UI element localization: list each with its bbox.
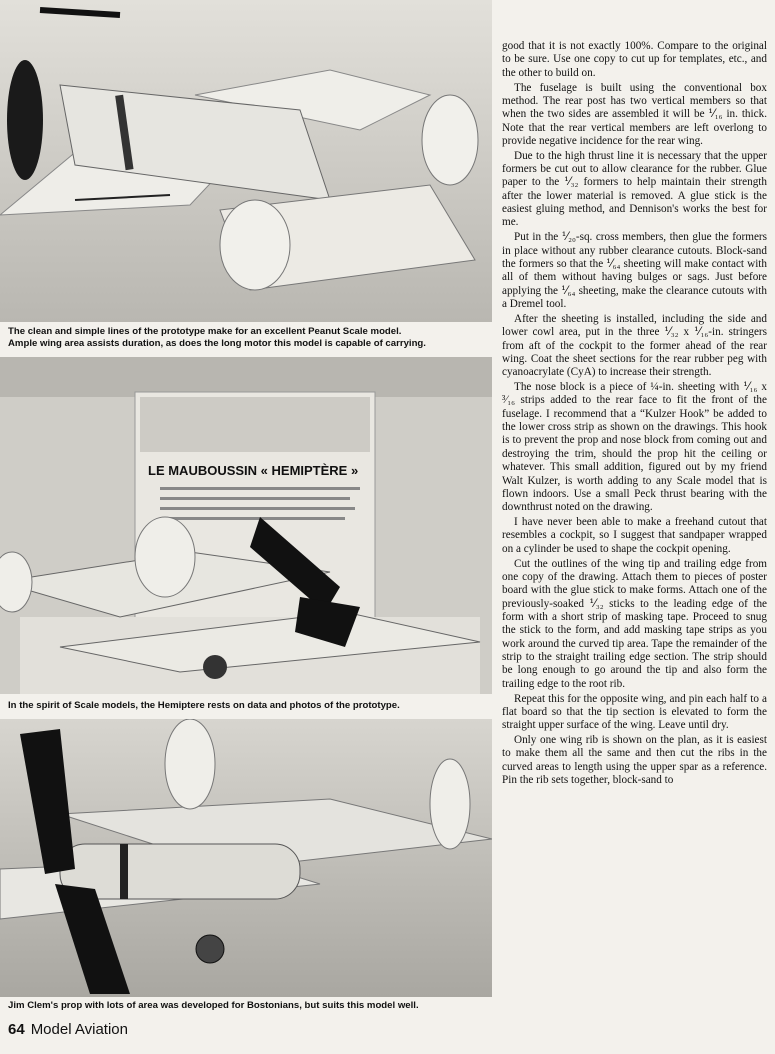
article-paragraph: After the sheeting is installed, including the side and lower cowl area, put in the three ⅟₃₂ x ⅟₁₆-in. stringers from aft of the cockpit to the former ahead of the rear wing. Coat the sheet sections for the rear rubber peg with cyanoacrylate (CyA) to increase their strength.: [502, 312, 767, 379]
photo-model-on-documents: [0, 357, 492, 694]
photo-model-with-prop: [0, 719, 492, 997]
article-paragraph: I have never been able to make a freehand cutout that resembles a cockpit, so I suggest that sandpaper wrapped on a cylinder be used to shape the cockpit opening.: [502, 516, 767, 555]
article-paragraph: Repeat this for the opposite wing, and pin each half to a flat board so that the tip section is elevated to form the straight upper surface of the wing. Leave until dry.: [502, 692, 767, 732]
article-paragraph: Put in the ⅟₂₀-sq. cross members, then glue the formers in place without any rubber clearance cutouts. Block-sand the formers so that the ⅟₆₄ sheeting will make contact with all of them without having bulges or sags. Just before applying the ⅟₆₄ sheeting, make the clearance cutouts with a Dremel tool.: [502, 231, 767, 311]
caption-photo-1: The clean and simple lines of the prototype make for an excellent Peanut Scale model. Ample wing area assists duration, as does the long motor this model is capable of carrying.: [8, 326, 426, 350]
magazine-name: Model Aviation: [30, 1021, 128, 1038]
article-paragraph: The fuselage is built using the conventional box method. The rear post has two vertical members so that when the two sides are assembled it will be ⅟₁₆ in. thick. Note that the rear vertical members are left overlong to provide negative incidence for the rear wing.: [502, 81, 767, 147]
article-paragraph: good that it is not exactly 100%. Compare to the original to be sure. Use one copy to cut up for templates, etc., and the other to build on.: [502, 40, 767, 79]
caption-photo-3: Jim Clem's prop with lots of area was developed for Bostonians, but suits this model well.: [8, 1000, 419, 1011]
article-paragraph: The nose block is a piece of ¼-in. sheeting with ⅟₁₆ x ³⁄₁₆ strips added to the rear face to fit the front of the fuselage. I recommend that a “Kulzer Hook” be added to the lower cross strip as shown on the drawings. This hook is to prevent the prop and nose block from coming out and destroying the trim, should the prop hit the ceiling or whatever. This small addition, figured out by my friend Walt Kulzer, is worth adding to any Scale model that is flown indoors. Use a small Peck thrust bearing with the downthrust noted on the drawing.: [502, 381, 767, 514]
page-footer: [8, 1021, 128, 1038]
article-text-column: [502, 40, 767, 789]
article-paragraph: Due to the high thrust line it is necessary that the upper formers be cut out to allow clearance for the rubber. Glue paper to the ⅟₃₂ formers to help maintain their strength after the lower material is removed. A glue stick is the easiest gluing method, and Dennison's works the best for me.: [502, 149, 767, 229]
page-number: 64: [8, 1021, 25, 1038]
caption-photo-2: In the spirit of Scale models, the Hemiptere rests on data and photos of the prototype.: [8, 700, 400, 711]
article-paragraph: Cut the outlines of the wing tip and trailing edge from one copy of the drawing. Attach them to pieces of poster board with the glue stick to make forms. Attach one of the previously-soaked ⅟₃₂ sticks to the leading edge of the form with a short strip of masking tape. Proceed to snug the stick to the form, and add masking tape strips as you work around the curved tip area. Tape the remainder of the strip to the straight trailing edge section. The strip should be long enough to go around the tip and also form the trailing edge to the root rib.: [502, 557, 767, 690]
article-paragraph: Only one wing rib is shown on the plan, as it is easiest to make them all the same and then cut the ribs in the curved areas to length using the upper spar as a reference. Pin the rib sets together, block-sand to: [502, 734, 767, 787]
photo-prototype-top-view: [0, 0, 492, 322]
document-headline: LE MAUBOUSSIN « HEMIPTÈRE »: [148, 463, 359, 478]
